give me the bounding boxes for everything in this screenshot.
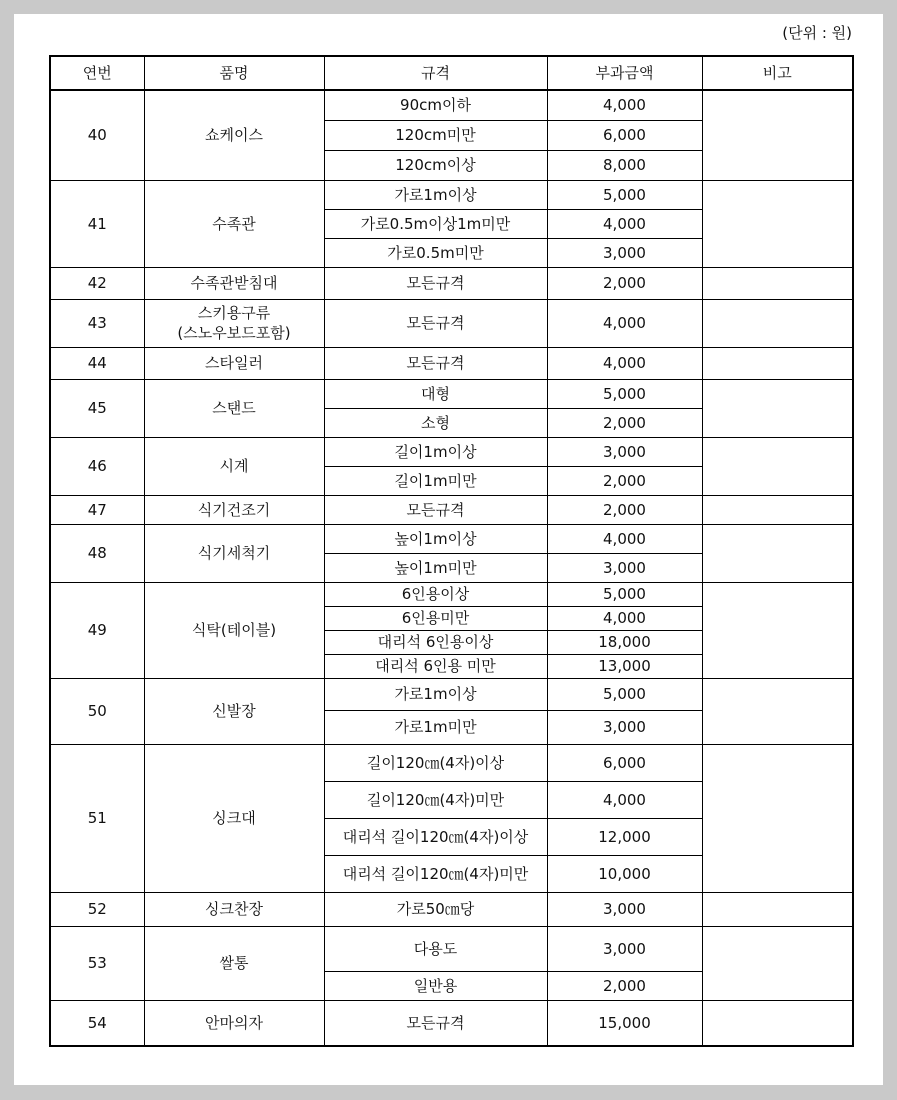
item-name: 스타일러 [144, 347, 324, 379]
item-spec: 가로50㎝당 [324, 892, 547, 926]
item-spec: 길이1m이상 [324, 437, 547, 466]
item-name: 식기건조기 [144, 495, 324, 524]
item-fee: 3,000 [547, 238, 702, 267]
item-remark [702, 678, 853, 744]
item-name: 수족관 [144, 180, 324, 267]
item-name-line2: (스노우보드포함) [177, 324, 291, 342]
item-fee: 2,000 [547, 466, 702, 495]
table-row [50, 495, 853, 524]
item-spec: 대리석 6인용이상 [324, 630, 547, 654]
item-fee: 6,000 [547, 744, 702, 781]
item-name: 쌀통 [144, 926, 324, 1000]
item-fee: 15,000 [547, 1000, 702, 1046]
table-row [50, 90, 853, 120]
table-row [50, 892, 853, 926]
item-name: 식탁(테이블) [144, 582, 324, 678]
header-name: 품명 [144, 56, 324, 90]
item-spec: 길이120㎝(4자)미만 [324, 781, 547, 818]
item-number: 46 [50, 437, 144, 495]
item-fee: 5,000 [547, 180, 702, 209]
header-no: 연번 [50, 56, 144, 90]
item-fee: 4,000 [547, 606, 702, 630]
table-row [50, 1000, 853, 1046]
item-remark [702, 495, 853, 524]
item-spec: 6인용미만 [324, 606, 547, 630]
table-row [50, 437, 853, 466]
item-spec: 6인용이상 [324, 582, 547, 606]
item-fee: 4,000 [547, 90, 702, 120]
item-spec: 대리석 6인용 미만 [324, 654, 547, 678]
item-spec: 모든규격 [324, 267, 547, 299]
item-fee: 4,000 [547, 209, 702, 238]
item-name: 쇼케이스 [144, 90, 324, 180]
item-name: 안마의자 [144, 1000, 324, 1046]
item-spec: 높이1m이상 [324, 524, 547, 553]
item-spec: 모든규격 [324, 347, 547, 379]
table-row [50, 180, 853, 209]
item-fee: 3,000 [547, 437, 702, 466]
item-spec: 대리석 길이120㎝(4자)이상 [324, 818, 547, 855]
item-number: 53 [50, 926, 144, 1000]
item-name: 시계 [144, 437, 324, 495]
item-spec: 길이1m미만 [324, 466, 547, 495]
item-fee: 4,000 [547, 524, 702, 553]
unit-note: (단위 : 원) [782, 24, 852, 42]
item-name-line1: 스키용구류 [197, 304, 271, 322]
item-spec: 모든규격 [324, 495, 547, 524]
item-number: 52 [50, 892, 144, 926]
header-remark: 비고 [702, 56, 853, 90]
item-fee: 4,000 [547, 299, 702, 347]
item-remark [702, 90, 853, 180]
item-spec: 가로0.5m이상1m미만 [324, 209, 547, 238]
table-row [50, 582, 853, 606]
item-fee: 3,000 [547, 892, 702, 926]
item-fee: 4,000 [547, 781, 702, 818]
table-row [50, 926, 853, 971]
item-fee: 3,000 [547, 926, 702, 971]
item-remark [702, 582, 853, 678]
item-fee: 5,000 [547, 678, 702, 710]
item-name: 싱크찬장 [144, 892, 324, 926]
item-remark [702, 892, 853, 926]
table-row [50, 678, 853, 710]
item-spec: 대리석 길이120㎝(4자)미만 [324, 855, 547, 892]
item-spec: 다용도 [324, 926, 547, 971]
table-row [50, 379, 853, 408]
item-fee: 3,000 [547, 710, 702, 744]
item-number: 54 [50, 1000, 144, 1046]
item-name: 식기세척기 [144, 524, 324, 582]
item-name: 신발장 [144, 678, 324, 744]
item-remark [702, 267, 853, 299]
item-fee: 2,000 [547, 408, 702, 437]
item-number: 40 [50, 90, 144, 180]
item-fee: 10,000 [547, 855, 702, 892]
fee-table [49, 55, 854, 1047]
item-spec: 가로1m이상 [324, 678, 547, 710]
table-body [50, 90, 853, 1046]
item-remark [702, 299, 853, 347]
item-number: 45 [50, 379, 144, 437]
item-spec: 모든규격 [324, 299, 547, 347]
item-fee: 18,000 [547, 630, 702, 654]
item-remark [702, 524, 853, 582]
header-spec: 규격 [324, 56, 547, 90]
table-row [50, 347, 853, 379]
item-remark [702, 347, 853, 379]
item-fee: 5,000 [547, 379, 702, 408]
item-remark [702, 379, 853, 437]
item-name: 스탠드 [144, 379, 324, 437]
item-remark [702, 437, 853, 495]
item-fee: 2,000 [547, 971, 702, 1000]
item-fee: 5,000 [547, 582, 702, 606]
item-fee: 4,000 [547, 347, 702, 379]
item-spec: 120cm미만 [324, 120, 547, 150]
item-spec: 일반용 [324, 971, 547, 1000]
table-row [50, 299, 853, 347]
item-number: 47 [50, 495, 144, 524]
item-number: 49 [50, 582, 144, 678]
item-spec: 120cm이상 [324, 150, 547, 180]
item-spec: 소형 [324, 408, 547, 437]
item-number: 44 [50, 347, 144, 379]
item-remark [702, 1000, 853, 1046]
item-fee: 13,000 [547, 654, 702, 678]
item-fee: 3,000 [547, 553, 702, 582]
item-remark [702, 744, 853, 892]
item-fee: 6,000 [547, 120, 702, 150]
item-spec: 가로1m미만 [324, 710, 547, 744]
document-page [14, 14, 883, 1085]
item-name: 싱크대 [144, 744, 324, 892]
item-fee: 2,000 [547, 267, 702, 299]
item-spec: 90cm이하 [324, 90, 547, 120]
item-number: 42 [50, 267, 144, 299]
item-remark [702, 926, 853, 1000]
item-number: 41 [50, 180, 144, 267]
item-number: 48 [50, 524, 144, 582]
item-spec: 가로0.5m미만 [324, 238, 547, 267]
item-name [144, 299, 324, 347]
header-fee: 부과금액 [547, 56, 702, 90]
item-number: 43 [50, 299, 144, 347]
item-name: 수족관받침대 [144, 267, 324, 299]
table-row [50, 524, 853, 553]
item-fee: 12,000 [547, 818, 702, 855]
item-fee: 8,000 [547, 150, 702, 180]
item-remark [702, 180, 853, 267]
item-spec: 가로1m이상 [324, 180, 547, 209]
item-spec: 모든규격 [324, 1000, 547, 1046]
item-number: 50 [50, 678, 144, 744]
item-number: 51 [50, 744, 144, 892]
header-row [50, 56, 853, 90]
table-row [50, 267, 853, 299]
item-spec: 길이120㎝(4자)이상 [324, 744, 547, 781]
item-spec: 대형 [324, 379, 547, 408]
item-fee: 2,000 [547, 495, 702, 524]
table-row [50, 744, 853, 781]
item-spec: 높이1m미만 [324, 553, 547, 582]
